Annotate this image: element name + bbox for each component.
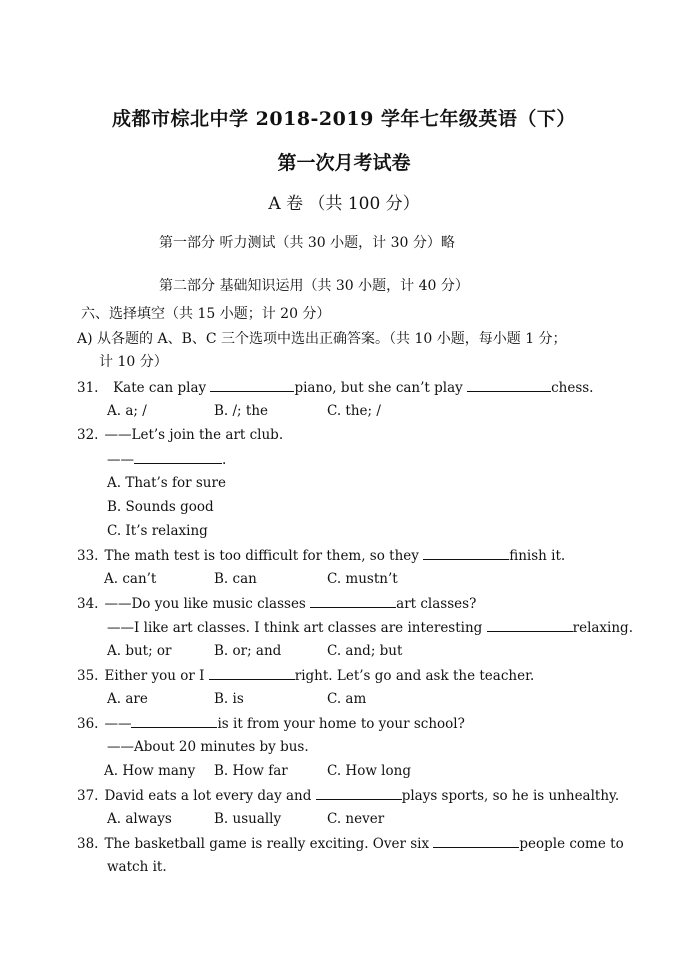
section-instruction-cont: 计 10 分） — [99, 354, 168, 370]
question-38-cont: watch it. — [107, 859, 167, 875]
paper-label: A 卷 （共 100 分） — [268, 194, 420, 214]
option-a[interactable]: A. but; or — [107, 643, 172, 659]
option-a[interactable]: A. are — [107, 691, 148, 707]
option-a[interactable]: A. How many — [104, 763, 196, 779]
question-number: 31. — [77, 380, 99, 396]
question-text: relaxing. — [572, 620, 633, 636]
option-b[interactable]: B. can — [214, 571, 257, 587]
option-a[interactable]: A. That’s for sure — [107, 475, 226, 491]
question-text: ——I like art classes. I think art classes are interesting — [107, 620, 483, 636]
question-text: piano, but she can’t play — [294, 380, 463, 396]
option-b[interactable]: B. Sounds good — [107, 499, 214, 515]
answer-blank[interactable] — [131, 714, 217, 728]
question-text: people come to — [519, 836, 624, 852]
dash: —— — [104, 716, 132, 732]
question-33-options — [104, 570, 398, 588]
question-33 — [77, 546, 565, 565]
question-32 — [77, 426, 283, 444]
question-36-reply: ——About 20 minutes by bus. — [107, 739, 309, 755]
exam-title: 成都市棕北中学 2018-2019 学年七年级英语（下） — [112, 108, 576, 130]
question-text: chess. — [551, 380, 594, 396]
question-text: art classes? — [396, 596, 477, 612]
question-text: David eats a lot every day and — [104, 788, 312, 804]
answer-blank[interactable] — [210, 378, 294, 392]
question-text: is it from your home to your school? — [217, 716, 465, 732]
question-36 — [77, 714, 465, 733]
answer-blank[interactable] — [310, 594, 396, 608]
option-b[interactable]: B. /; the — [214, 403, 268, 419]
answer-blank[interactable] — [316, 786, 402, 800]
period: . — [222, 452, 227, 468]
section-heading: 六、选择填空（共 15 小题；计 20 分） — [81, 306, 331, 322]
option-c[interactable]: C. the; / — [327, 403, 381, 419]
answer-blank[interactable] — [433, 834, 519, 848]
option-a[interactable]: A. always — [107, 811, 172, 827]
question-text: right. Let’s go and ask the teacher. — [294, 668, 535, 684]
question-text: The basketball game is really exciting. Over six — [104, 836, 430, 852]
option-b[interactable]: B. How far — [214, 763, 288, 779]
option-b[interactable]: B. usually — [214, 811, 282, 827]
answer-blank[interactable] — [423, 546, 509, 560]
question-text: The math test is too difficult for them, so they — [104, 548, 419, 564]
question-34-reply — [107, 618, 633, 637]
question-37-options — [107, 810, 384, 828]
question-number: 36. — [77, 716, 99, 732]
answer-blank[interactable] — [467, 378, 551, 392]
question-37 — [77, 786, 619, 805]
question-number: 37. — [77, 788, 99, 804]
question-number: 33. — [77, 548, 99, 564]
answer-blank[interactable] — [487, 618, 573, 632]
question-number: 32. — [77, 427, 99, 443]
question-text: ——Let’s join the art club. — [104, 427, 284, 443]
question-text: finish it. — [509, 548, 566, 564]
question-text: Kate can play — [113, 380, 207, 396]
exam-subtitle: 第一次月考试卷 — [277, 152, 411, 174]
question-32-reply — [107, 450, 226, 469]
option-c[interactable]: C. and; but — [327, 643, 403, 659]
answer-blank[interactable] — [134, 450, 222, 464]
option-c[interactable]: C. mustn’t — [327, 571, 398, 587]
answer-blank[interactable] — [209, 666, 295, 680]
option-c[interactable]: C. am — [327, 691, 367, 707]
option-b[interactable]: B. or; and — [214, 643, 282, 659]
question-number: 38. — [77, 836, 99, 852]
question-31 — [77, 378, 593, 397]
question-34-options — [107, 642, 402, 660]
option-c[interactable]: C. How long — [327, 763, 411, 779]
question-text: Either you or I — [104, 668, 205, 684]
option-c[interactable]: C. never — [327, 811, 385, 827]
question-number: 35. — [77, 668, 99, 684]
section-instruction: A) 从各题的 A、B、C 三个选项中选出正确答案。（共 10 小题，每小题 1 分； — [77, 331, 567, 347]
question-number: 34. — [77, 596, 99, 612]
option-a[interactable]: A. a; / — [107, 403, 147, 419]
question-text: ——Do you like music classes — [104, 596, 306, 612]
dash: —— — [107, 452, 134, 468]
question-36-options — [104, 762, 411, 780]
question-text: plays sports, so he is unhealthy. — [401, 788, 620, 804]
question-38 — [77, 834, 624, 853]
option-a[interactable]: A. can’t — [104, 571, 157, 587]
option-b[interactable]: B. is — [214, 691, 244, 707]
part-one-heading: 第一部分 听力测试（共 30 小题，计 30 分）略 — [159, 235, 455, 251]
part-two-heading: 第二部分 基础知识运用（共 30 小题，计 40 分） — [159, 278, 469, 294]
question-34 — [77, 594, 476, 613]
option-c[interactable]: C. It’s relaxing — [107, 523, 208, 539]
question-31-options — [107, 402, 381, 420]
question-35 — [77, 666, 534, 685]
question-35-options — [107, 690, 366, 708]
